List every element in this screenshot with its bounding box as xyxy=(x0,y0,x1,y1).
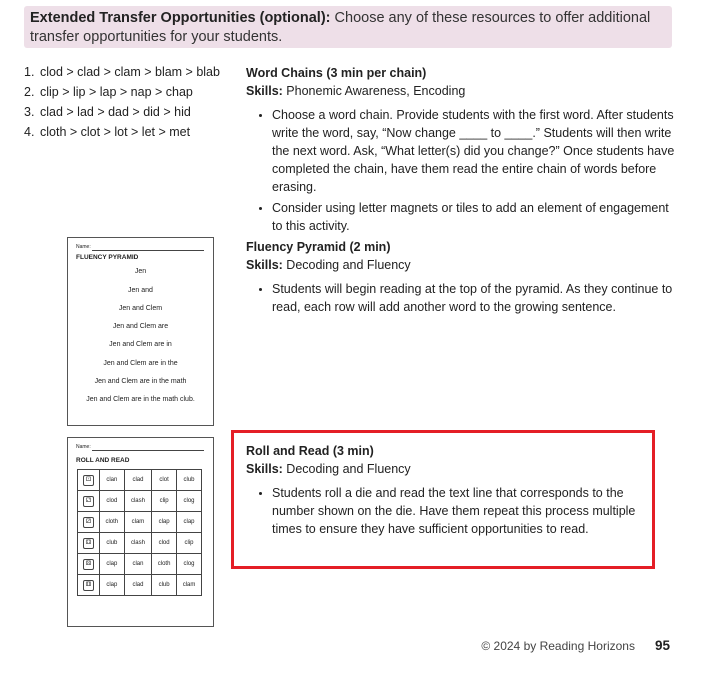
pyramid-line: Jen and Clem are in the xyxy=(103,360,178,367)
die-cell xyxy=(78,491,100,512)
worksheet-title: ROLL AND READ xyxy=(76,457,130,464)
skills-line xyxy=(246,256,676,274)
die-cell xyxy=(78,470,100,491)
pyramid-line: Jen and Clem xyxy=(118,305,163,312)
table-row xyxy=(78,512,202,533)
die-icon: ⚅ xyxy=(83,580,94,591)
worksheet-title: FLUENCY PYRAMID xyxy=(76,254,139,261)
word-chain-item xyxy=(24,122,220,142)
word-cell: clod xyxy=(152,533,177,554)
die-icon: ⚂ xyxy=(83,517,94,528)
word-cell: clad xyxy=(124,470,151,491)
pyramid-line: Jen and Clem are in the math xyxy=(94,378,187,385)
transfer-opportunities-banner xyxy=(24,6,672,48)
word-cell: clam xyxy=(177,575,202,596)
word-cell: clad xyxy=(124,575,151,596)
word-cell: club xyxy=(99,533,124,554)
word-cell: cloth xyxy=(99,512,124,533)
word-chain-text: clad > lad > dad > did > hid xyxy=(40,105,191,119)
word-cell: clap xyxy=(177,512,202,533)
table-row xyxy=(78,533,202,554)
page-number: 95 xyxy=(654,638,670,653)
word-chain-text: cloth > clot > lot > let > met xyxy=(40,125,191,139)
name-label: Name: xyxy=(76,444,91,450)
die-icon: ⚃ xyxy=(83,538,94,549)
die-icon: ⚀ xyxy=(83,475,94,486)
fluency-pyramid-section xyxy=(246,238,676,319)
skills-label: Skills: xyxy=(246,258,283,272)
word-cell: club xyxy=(177,470,202,491)
word-cell: clash xyxy=(124,491,151,512)
section-title: Roll and Read (3 min) xyxy=(246,444,374,458)
skills-label: Skills: xyxy=(246,84,283,98)
section-title: Fluency Pyramid (2 min) xyxy=(246,240,391,254)
name-line xyxy=(92,250,204,251)
section-title: Word Chains (3 min per chain) xyxy=(246,66,427,80)
instruction-list xyxy=(246,106,676,235)
skills-line xyxy=(246,460,646,478)
word-chain-number: 3. xyxy=(24,105,35,119)
pyramid-line: Jen and Clem are in xyxy=(109,341,172,348)
word-cell: clod xyxy=(99,491,124,512)
word-chain-item xyxy=(24,82,220,102)
name-label: Name: xyxy=(76,244,91,250)
die-icon: ⚄ xyxy=(83,559,94,570)
table-row xyxy=(78,575,202,596)
word-chain-item xyxy=(24,62,220,82)
word-cell: clog xyxy=(177,491,202,512)
skills-label: Skills: xyxy=(246,462,283,476)
instruction-bullet: • Students roll a die and read the text line that corresponds to the number shown on the die. Have them repeat this process multiple times to ensure they have sufficient opportunities to read. xyxy=(272,484,646,538)
word-cell: clan xyxy=(124,554,151,575)
word-cell: clip xyxy=(177,533,202,554)
word-chain-list xyxy=(24,62,220,142)
pyramid-line: Jen and Clem are in the math club. xyxy=(86,396,195,403)
fluency-pyramid-worksheet-thumbnail xyxy=(67,237,214,426)
table-row xyxy=(78,491,202,512)
skills-value: Decoding and Fluency xyxy=(282,462,411,476)
banner-text: Choose any of these resources to offer additional transfer opportunities for your students. xyxy=(30,10,651,45)
table-row xyxy=(78,554,202,575)
word-cell: cloth xyxy=(152,554,177,575)
die-cell xyxy=(78,554,100,575)
instruction-bullet: • Choose a word chain. Provide students with the first word. After students write the word, say, “Now change ____ to ____.” Students will then write the next word. Ask, “What letter(s) did you change?” Once students have completed the chain, have them read the entire chain of words before erasing. xyxy=(272,106,676,196)
word-cell: clash xyxy=(124,533,151,554)
die-cell xyxy=(78,533,100,554)
word-cell: clog xyxy=(177,554,202,575)
word-chain-item xyxy=(24,102,220,122)
skills-value: Decoding and Fluency xyxy=(282,258,411,272)
table-row xyxy=(78,470,202,491)
word-chain-text: clip > lip > lap > nap > chap xyxy=(40,85,193,99)
word-cell: clip xyxy=(152,491,177,512)
name-line xyxy=(92,450,204,451)
word-cell: clap xyxy=(99,554,124,575)
pyramid-line: Jen and Clem are xyxy=(112,323,169,330)
word-cell: clam xyxy=(124,512,151,533)
pyramid-line: Jen xyxy=(134,268,147,275)
die-icon: ⚁ xyxy=(83,496,94,507)
skills-value: Phonemic Awareness, Encoding xyxy=(282,84,466,98)
die-cell xyxy=(78,512,100,533)
page-footer xyxy=(481,638,670,653)
word-chain-number: 2. xyxy=(24,85,35,99)
instruction-list xyxy=(246,280,676,316)
word-chain-text: clod > clad > clam > blam > blab xyxy=(40,65,220,79)
banner-heading: Extended Transfer Opportunities (optional): xyxy=(30,10,331,26)
word-chain-number: 1. xyxy=(24,65,35,79)
word-chains-section xyxy=(246,64,676,238)
roll-and-read-worksheet-thumbnail xyxy=(67,437,214,627)
die-cell xyxy=(78,575,100,596)
word-cell: club xyxy=(152,575,177,596)
pyramid-line: Jen and xyxy=(128,287,153,294)
word-cell: clap xyxy=(99,575,124,596)
roll-and-read-section xyxy=(246,442,646,541)
word-cell: clan xyxy=(99,470,124,491)
word-chain-number: 4. xyxy=(24,125,35,139)
roll-and-read-table xyxy=(77,469,202,596)
instruction-bullet: • Students will begin reading at the top of the pyramid. As they continue to read, each row will add another word to the growing sentence. xyxy=(272,280,676,316)
instruction-bullet: • Consider using letter magnets or tiles to add an element of engagement to this activity. xyxy=(272,199,676,235)
word-cell: clap xyxy=(152,512,177,533)
instruction-list xyxy=(246,484,646,538)
copyright-text: © 2024 by Reading Horizons xyxy=(481,639,635,653)
skills-line xyxy=(246,82,676,100)
word-cell: clot xyxy=(152,470,177,491)
